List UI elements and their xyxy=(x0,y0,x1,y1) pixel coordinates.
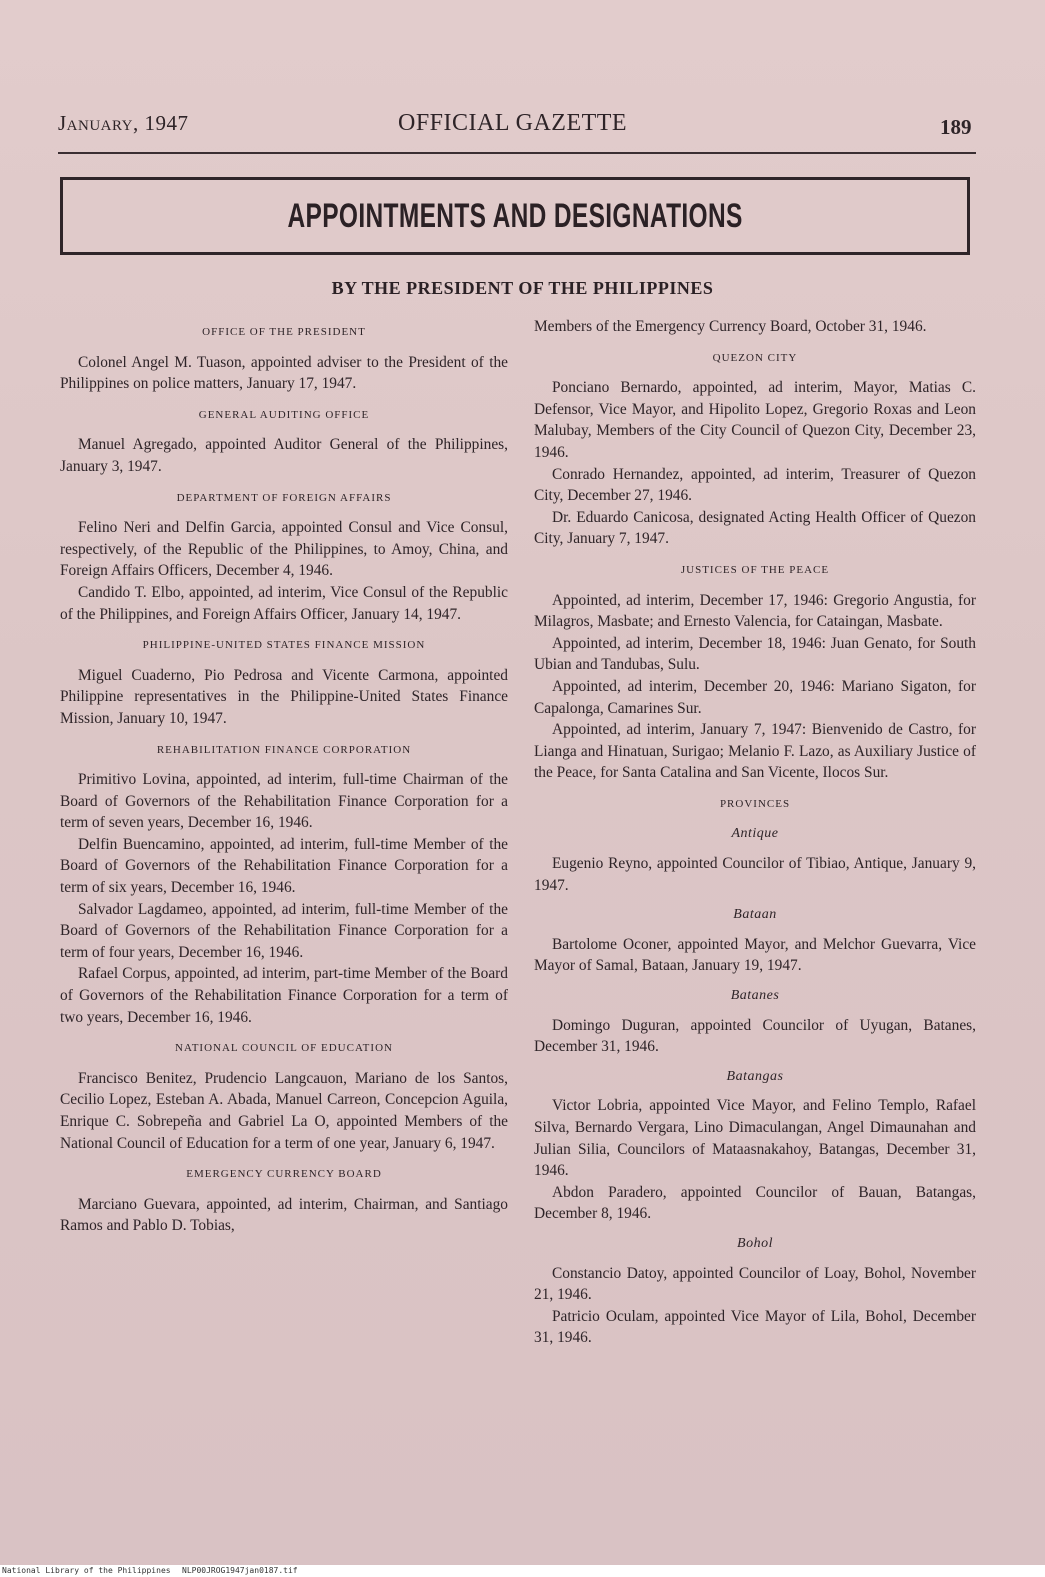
appointment-paragraph: Marciano Guevara, appointed, ad interim, Chairman, and Santiago Ramos and Pablo D. Tobias, xyxy=(60,1195,508,1235)
section-heading: JUSTICES OF THE PEACE xyxy=(680,563,830,576)
appointment-paragraph: Bartolome Oconer, appointed Mayor, and Melchor Guevarra, Vice Mayor of Samal, Bataan, January 19, 1947. xyxy=(534,935,976,975)
section-heading: PHILIPPINE-UNITED STATES FINANCE MISSION xyxy=(142,639,426,652)
section-heading: NATIONAL COUNCIL OF EDUCATION xyxy=(175,1042,393,1055)
appointment-paragraph: Felino Neri and Delfin Garcia, appointed Consul and Vice Consul, respectively, of the Republic of the Philippines, to Amoy, China, and Foreign Affairs Officers, December 4, 1946. xyxy=(60,519,508,580)
section-heading: GENERAL AUDITING OFFICE xyxy=(198,408,370,421)
appointment-paragraph: Rafael Corpus, appointed, ad interim, part-time Member of the Board of Governors of the Rehabilitation Finance Corporation for a term of two years, December 16, 1946. xyxy=(60,965,508,1026)
appointment-paragraph: Appointed, ad interim, December 18, 1946: Juan Genato, for South Ubian and Tandubas, Sulu. xyxy=(534,634,976,674)
appointment-paragraph: Conrado Hernandez, appointed, ad interim, Treasurer of Quezon City, December 27, 1946. xyxy=(534,465,976,505)
appointment-paragraph: Domingo Duguran, appointed Councilor of Uyugan, Batanes, December 31, 1946. xyxy=(534,1016,976,1056)
scan-footer xyxy=(0,1565,1045,1577)
left-column xyxy=(60,312,508,1237)
province-heading: Batanes xyxy=(730,988,780,1004)
section-heading: EMERGENCY CURRENCY BOARD xyxy=(186,1168,382,1181)
province-heading: Bataan xyxy=(733,907,777,923)
appointment-paragraph: Appointed, ad interim, January 7, 1947: Bienvenido de Castro, for Lianga and Hinatuan, Surigao; Melanio F. Lazo, as Auxiliary Justice of the Peace, for Santa Catalina and San Vicente, Ilocos Sur. xyxy=(534,721,976,782)
appointment-paragraph: Salvador Lagdameo, appointed, ad interim, full-time Member of the Board of Governors of the Rehabilitation Finance Corporation for a term of four years, December 16, 1946. xyxy=(60,900,508,961)
appointment-paragraph: Primitivo Lovina, appointed, ad interim, full-time Chairman of the Board of Governors of the Rehabilitation Finance Corporation for a term of seven years, December 16, 1946. xyxy=(60,771,508,832)
appointment-paragraph: Abdon Paradero, appointed Councilor of Bauan, Batangas, December 8, 1946. xyxy=(534,1183,976,1223)
right-column xyxy=(534,316,976,1349)
province-heading: Batangas xyxy=(726,1068,784,1084)
section-heading: PROVINCES xyxy=(719,797,791,810)
appointment-paragraph: Constancio Datoy, appointed Councilor of Loay, Bohol, November 21, 1946. xyxy=(534,1264,976,1304)
section-heading: REHABILITATION FINANCE CORPORATION xyxy=(156,743,412,756)
appointment-paragraph: Appointed, ad interim, December 20, 1946: Mariano Sigaton, for Capalonga, Camarines Sur. xyxy=(534,677,976,717)
section-heading: DEPARTMENT OF FOREIGN AFFAIRS xyxy=(176,491,392,504)
footer-file-id: NLP00JROG1947jan0187.tif xyxy=(182,1566,298,1575)
appointment-paragraph: Eugenio Reyno, appointed Councilor of Tibiao, Antique, January 9, 1947. xyxy=(534,855,976,894)
section-heading: OFFICE OF THE PRESIDENT xyxy=(202,326,366,338)
appointment-paragraph: Manuel Agregado, appointed Auditor General of the Philippines, January 3, 1947. xyxy=(60,436,508,475)
appointment-paragraph: Dr. Eduardo Canicosa, designated Acting Health Officer of Quezon City, January 7, 1947. xyxy=(534,508,976,548)
footer-library: National Library of the Philippines xyxy=(2,1566,171,1575)
appointment-paragraph: Appointed, ad interim, December 17, 1946: Gregorio Angustia, for Milagros, Masbate; and Ernesto Valencia, for Cataingan, Masbate. xyxy=(534,591,976,631)
appointment-paragraph: Miguel Cuaderno, Pio Pedrosa and Vicente Carmona, appointed Philippine representatives in the Philippine-United States Finance Mission, January 10, 1947. xyxy=(60,666,508,727)
appointment-paragraph: Candido T. Elbo, appointed, ad interim, Vice Consul of the Republic of the Philippines, and Foreign Affairs Officer, January 14, 1947. xyxy=(60,583,508,623)
appointment-paragraph: Francisco Benitez, Prudencio Langcauon, Mariano de los Santos, Cecilio Lopez, Esteban A. Abada, Manuel Carreon, Concepcion Aguila, Enrique C. Sobrepeña and Gabriel La O, appointed Members of the National Council of Education for a term of one year, January 6, 1947. xyxy=(60,1069,508,1152)
appointment-paragraph: Ponciano Bernardo, appointed, ad interim, Mayor, Matias C. Defensor, Vice Mayor, and Hipolito Lopez, Gregorio Roxas and Leon Malubay, Members of the City Council of Quezon City, December 23, 1946. xyxy=(534,379,976,461)
appointment-paragraph: Colonel Angel M. Tuason, appointed adviser to the President of the Philippines on police matters, January 17, 1947. xyxy=(60,353,508,393)
title-box xyxy=(60,177,970,255)
section-heading: QUEZON CITY xyxy=(712,351,798,364)
appointment-paragraph: Members of the Emergency Currency Board, October 31, 1946. xyxy=(534,318,927,335)
appointment-paragraph: Victor Lobria, appointed Vice Mayor, and Felino Templo, Rafael Silva, Bernardo Vergara, Lino Dimaculangan, Angel Dimaunahan and Julian Silia, Councilors of Mataasnakahoy, Batangas, December 31, 1946. xyxy=(534,1097,976,1180)
page-number: 189 xyxy=(940,115,972,139)
province-heading: Bohol xyxy=(737,1235,773,1251)
header-rule xyxy=(58,152,976,154)
byline: BY THE PRESIDENT OF THE PHILIPPINES xyxy=(331,278,714,298)
appointment-paragraph: Patricio Oculam, appointed Vice Mayor of Lila, Bohol, December 31, 1946. xyxy=(534,1307,976,1347)
province-heading: Antique xyxy=(731,826,779,842)
issue-date: January, 1947 xyxy=(58,111,189,135)
page-title: APPOINTMENTS AND DESIGNATIONS xyxy=(287,196,743,235)
appointment-paragraph: Delfin Buencamino, appointed, ad interim, full-time Member of the Board of Governors of the Rehabilitation Finance Corporation for a term of six years, December 16, 1946. xyxy=(60,835,508,897)
publication-name: OFFICIAL GAZETTE xyxy=(398,110,628,136)
